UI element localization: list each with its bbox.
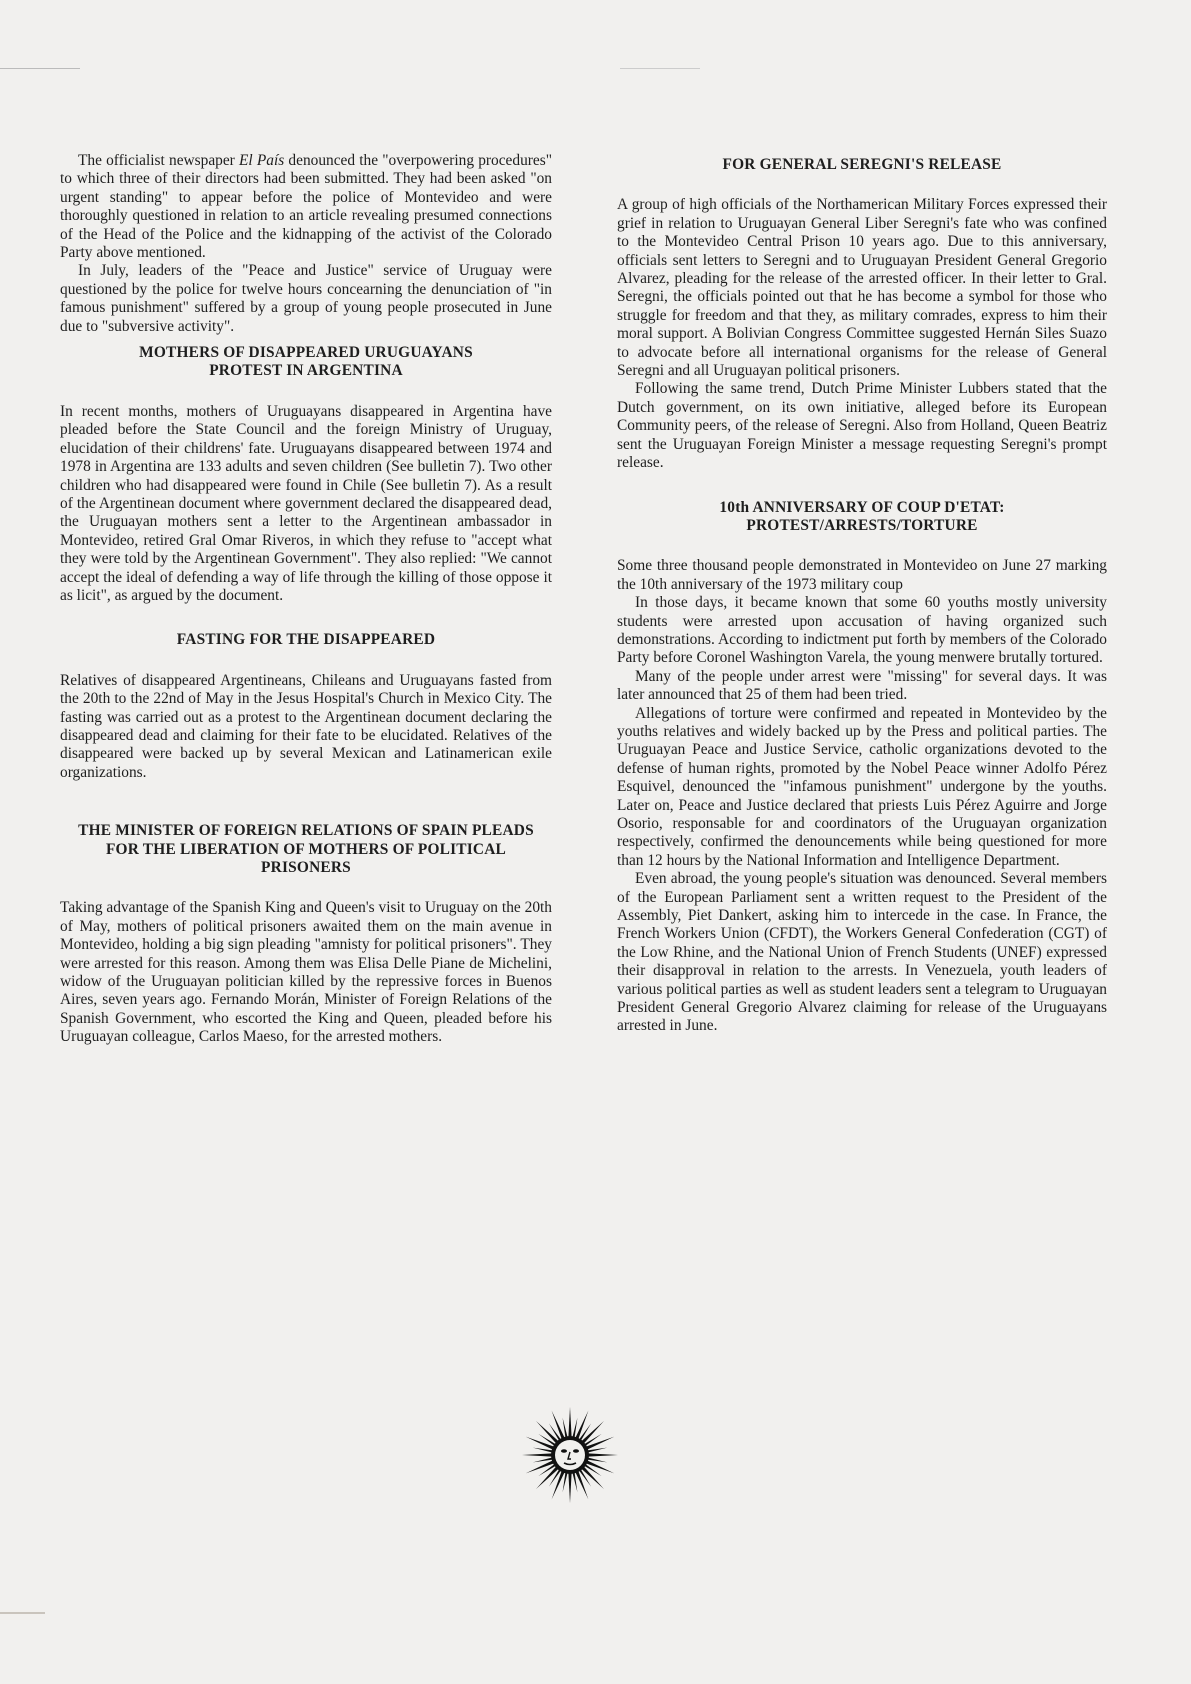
page-edge-rule bbox=[0, 1612, 45, 1614]
sun-ray bbox=[563, 1418, 568, 1438]
intro-paragraph-2: In July, leaders of the "Peace and Justice" service of Uruguay were questioned by the police for twelve hours concearning the denunciation of "in famous punishment" suffered by a group of young people prosecuted in June due to "subversive activity". bbox=[60, 262, 552, 335]
left-column bbox=[60, 152, 552, 1047]
sun-ray bbox=[533, 1457, 553, 1462]
sun-ray bbox=[552, 1411, 565, 1439]
section-heading-coup-line-2: PROTEST/ARRESTS/TORTURE bbox=[746, 516, 978, 534]
section-body-coup-1: Some three thousand people demonstrated in Montevideo on June 27 marking the 10th anniversary of the 1973 military coup bbox=[617, 557, 1107, 593]
sun-ray bbox=[526, 1437, 554, 1450]
sun-ray bbox=[552, 1471, 565, 1499]
sun-ray bbox=[575, 1471, 588, 1499]
section-body-coup-3: Many of the people under arrest were "missing" for several days. It was later announced that 25 of them had been tried. bbox=[617, 667, 1107, 704]
sun-ray bbox=[588, 1453, 618, 1456]
sun-ray bbox=[526, 1460, 554, 1473]
section-heading-coup bbox=[617, 499, 1107, 536]
section-body-seregni-2: Following the same trend, Dutch Prime Minister Lubbers stated that the Dutch government, on its own initiative, alleged before its European Community peers, of the release of Seregni. Also from Holland, Queen Beatriz sent the Uruguayan Foreign Minister a message requesting Seregni's prompt release. bbox=[617, 380, 1107, 472]
page-edge-rule bbox=[0, 68, 80, 69]
section-body-coup-5: Even abroad, the young people's situation was denounced. Several members of the European Parliament sent a written request to the President of the Assembly, Piet Dankert, asking him to intercede in the case. In France, the French Workers Union (CFDT), the Workers General Confederation (CGT) of the Low Rhine, and the National Union of French Students (UNEF) expressed their disapproval in relation to the arrests. In Venezuela, youth leaders of various political parties as well as student leaders sent a telegram to Uruguayan President General Gregorio Alvarez claiming for release of the Uruguayans arrested in June. bbox=[617, 870, 1107, 1035]
section-heading-seregni: FOR GENERAL SEREGNI'S RELEASE bbox=[722, 156, 1002, 173]
intro-paragraph-1 bbox=[60, 152, 552, 262]
sun-ray bbox=[586, 1460, 614, 1473]
section-heading-spain: THE MINISTER OF FOREIGN RELATIONS OF SPAIN PLEADS FOR THE LIBERATION OF MOTHERS OF POLITICAL PRISONERS bbox=[78, 822, 534, 876]
section-body-seregni-1: A group of high officials of the Northamerican Military Forces expressed their grief in relation to Uruguayan General Liber Seregni's fate who was confined to the Montevideo Central Prison 10 years ago. Due to this anniversary, officials sent letters to Seregni and to Uruguayan President General Gregorio Alvarez, pleading for the release of the arrested officer. In their letter to Gral. Seregni, the officials pointed out that he has become a symbol for those who struggle for freedom and that they, as military comrades, express to him their moral support. A Bolivian Congress Committee suggested Hernán Siles Suazo to advocate before all international organisms for the release of General Seregni and all Uruguayan political prisoners. bbox=[617, 196, 1107, 380]
sun-ray bbox=[572, 1472, 577, 1492]
sun-of-may-icon bbox=[520, 1405, 620, 1505]
newspaper-name: El País bbox=[239, 152, 285, 169]
sun-ray bbox=[586, 1437, 614, 1450]
section-body-coup-4: Allegations of torture were confirmed and repeated in Montevideo by the youths relatives and widely backed up by the Press and political parties. The Uruguayan Peace and Justice Service, catholic organizations devoted to the defense of human rights, promoted by the Nobel Peace winner Adolfo Pérez Esquivel, denounced the "infamous punishment" undergone by the youths. Later on, Peace and Justice declared that priests Luis Pérez Aguirre and Jorge Osorio, responsable for and coordinators of the Uruguayan organization respectively, confirmed the denouncements while being questioned for more than 12 hours by the National Information and Intelligence Department. bbox=[617, 704, 1107, 869]
sun-ray bbox=[575, 1411, 588, 1439]
sun-ray bbox=[522, 1453, 552, 1456]
section-body-coup-2: In those days, it became known that some 60 youths mostly university students were arrested upon accusation of having organized such demonstrations. According to indictment put forth by members of the Colorado Party before Coronel Washington Varela, the young menwere brutally tortured. bbox=[617, 594, 1107, 667]
sun-ray bbox=[572, 1418, 577, 1438]
section-heading-mothers: MOTHERS OF DISAPPEARED URUGUAYANS PROTEST IN ARGENTINA bbox=[139, 344, 473, 380]
page-edge-rule bbox=[620, 68, 700, 69]
section-heading-coup-line-1: 10th ANNIVERSARY OF COUP D'ETAT: bbox=[719, 498, 1005, 516]
intro-lead-text: The officialist newspaper bbox=[78, 152, 239, 169]
intro-rest-text: denounced the "overpowering procedures" to which three of their directors had been submitted. They had been asked "on urgent standing" to appear before the police of Montevideo and were thoroughly questioned in relation to an article revealing presumed connections of the Head of the Police and the kidnapping of the activist of the Colorado Party above mentioned. bbox=[60, 152, 552, 262]
section-heading-fasting: FASTING FOR THE DISAPPEARED bbox=[176, 631, 436, 649]
sun-ray bbox=[563, 1472, 568, 1492]
section-body-spain: Taking advantage of the Spanish King and Queen's visit to Uruguay on the 20th of May, mothers of political prisoners awaited them on the main avenue in Montevideo, holding a big sign pleading "amnisty for political prisoners". They were arrested for this reason. Among them was Elisa Delle Piane de Michelini, widow of the Uruguayan politician killed by the repressive forces in Buenos Aires, seven years ago. Fernando Morán, Minister of Foreign Relations of the Spanish Government, who escorted the King and Queen, pleaded before his Uruguayan colleague, Carlos Maeso, for the arrested mothers. bbox=[60, 899, 552, 1046]
sun-ray bbox=[568, 1473, 571, 1503]
sun-ray bbox=[587, 1448, 607, 1453]
sun-ray bbox=[587, 1457, 607, 1462]
section-body-mothers: In recent months, mothers of Uruguayans disappeared in Argentina have pleaded before the State Council and the foreign Ministry of Uruguay, elucidation of their childrens' fate. Uruguayans disappeared between 1974 and 1978 in Argentina are 133 adults and seven children (See bulletin 7). Two other children who had disappeared were found in Chile (See bulletin 7). As a result of the Argentinean document where government declared the disappeared dead, the Uruguayan mothers sent a letter to the Argentinean ambassador in Montevideo, retired Gral Omar Riveros, in which they refuse to "accept what they were told by the Argentinean Government". They also replied: "We cannot accept the ideal of defending a way of life through the killing of those oppose it as licit", as argued by the document. bbox=[60, 402, 552, 604]
sun-ray bbox=[533, 1448, 553, 1453]
section-body-fasting: Relatives of disappeared Argentineans, Chileans and Uruguayans fasted from the 20th to the 22nd of May in the Jesus Hospital's Church in Mexico City. The fasting was carried out as a protest to the Argentinean document declaring the disappeared dead and claiming for their fate to be elucidated. Relatives of the disappeared were backed up by several Mexican and Latinamerican exile organizations. bbox=[60, 671, 552, 781]
sun-ray bbox=[568, 1407, 571, 1437]
right-column bbox=[617, 156, 1107, 1036]
